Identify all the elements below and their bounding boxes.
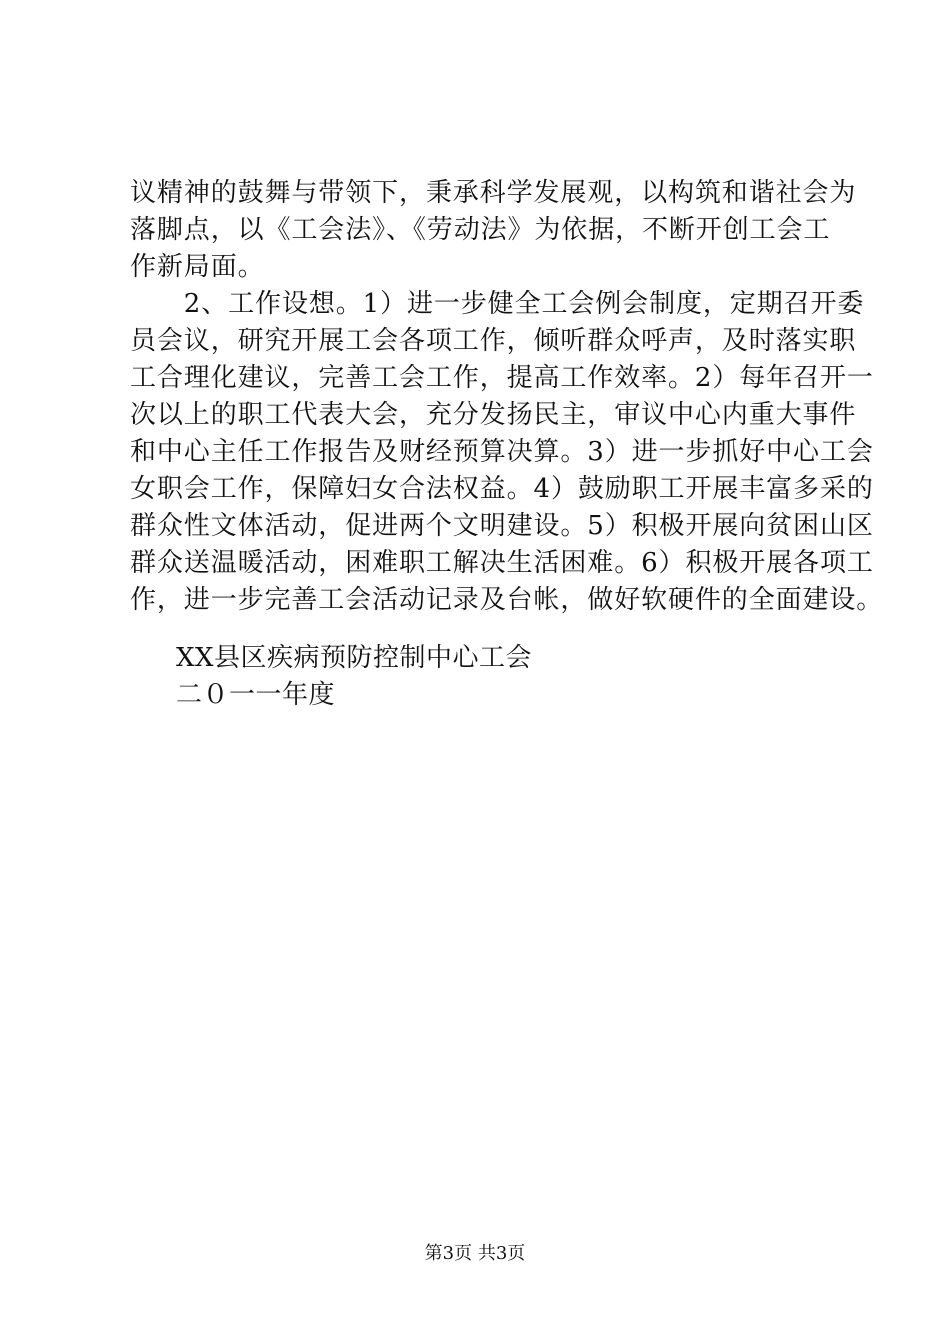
body-line-7: 次以上的职工代表大会，充分发扬民主，审议中心内重大事件 <box>130 400 857 430</box>
body-line-5: 员会议，研究开展工会各项工作，倾听群众呼声，及时落实职 <box>130 326 857 356</box>
page-footer: 第3页 共3页 <box>424 1243 526 1264</box>
body-line-10: 群众性文体活动，促进两个文明建设。5）积极开展向贫困山区 <box>130 511 874 541</box>
body-line-4: 2、工作设想。1）进一步健全工会例会制度，定期召开委 <box>130 289 865 319</box>
body-line-9: 女职会工作，保障妇女合法权益。4）鼓励职工开展丰富多采的 <box>130 474 874 504</box>
body-line-2: 落脚点，以《工会法》、《劳动法》为依据，不断开创工会工 <box>130 215 831 245</box>
body-line-1: 议精神的鼓舞与带领下，秉承科学发展观，以构筑和谐社会为 <box>130 178 857 208</box>
body-line-3: 作新局面。 <box>130 252 265 282</box>
signature-date: 二０一一年度 <box>176 680 336 710</box>
signature-organization: XX县区疾病预防控制中心工会 <box>176 643 533 673</box>
body-line-12: 作，进一步完善工会活动记录及台帐，做好软硬件的全面建设。 <box>130 585 884 615</box>
body-line-8: 和中心主任工作报告及财经预算决算。3）进一步抓好中心工会 <box>130 437 874 467</box>
body-line-11: 群众送温暖活动，困难职工解决生活困难。6）积极开展各项工 <box>130 548 874 578</box>
body-line-6: 工合理化建议，完善工会工作，提高工作效率。2）每年召开一 <box>130 363 874 393</box>
